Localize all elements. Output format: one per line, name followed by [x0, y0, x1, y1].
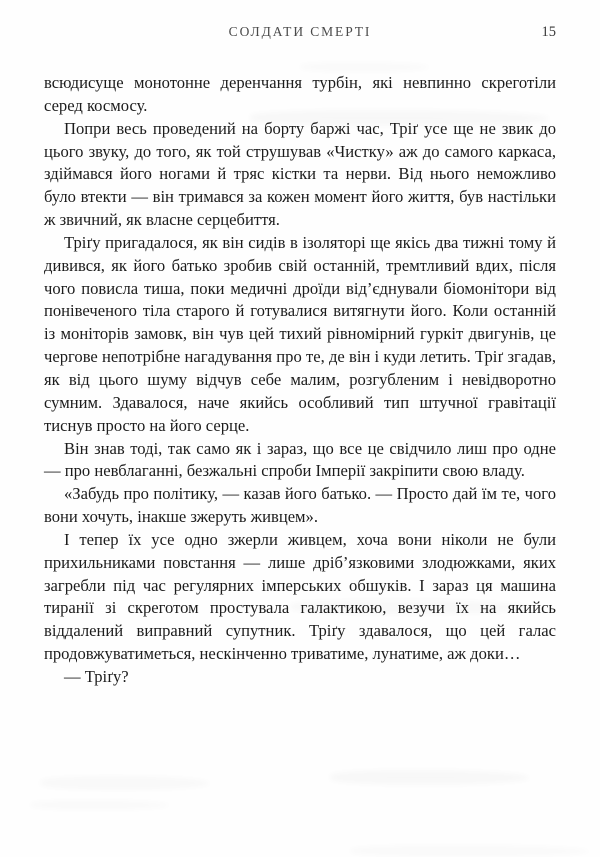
page-number: 15 — [541, 24, 556, 40]
scan-bleed-artifact — [350, 845, 590, 857]
paragraph: всюдисуще монотонне деренчання турбін, які невпинно скреготіли серед космосу. — [44, 73, 556, 115]
book-title-running-head: СОЛДАТИ СМЕРТІ — [228, 24, 372, 39]
paragraph: І тепер їх усе одно зжерли живцем, хоча вони ніколи не були прихильниками повстання — лише дріб’язковими злодюжками, яких загребли під час регулярних імперських обшуків. І зараз ця машина тиранії зі скреготом простувала галактикою, везучи їх на якийсь віддалений виправний супутник. Тріґу здавалося, що цей галас продовжуватиметься, нескінченно триватиме, лунатиме, аж доки… — [44, 529, 556, 664]
scan-bleed-artifact — [40, 776, 210, 790]
running-head — [44, 20, 556, 44]
scan-bleed-artifact — [300, 62, 430, 72]
paragraph: Тріґу пригадалося, як він сидів в ізоляторі ще якісь два тижні тому й дивився, як його батько зробив свій останній, тремтливий вдих, після чого повисла тиша, поки медичні дроїди від’єднували біомонітори від понівеченого тіла старого й готувалися витягнути його. Коли останній із моніторів замовк, він чув цей тихий рівномірний гуркіт двигунів, це чергове непотрібне нагадування про те, де він і куди летить. Тріґ згадав, як від цього шуму відчув себе малим, розгубленим і невідворотно сумним. Здавалося, наче якийсь особливий тип штучної гравітації тиснув просто на його серце. — [44, 232, 556, 435]
paragraph: Попри весь проведений на борту баржі час, Тріґ усе ще не звик до цього звуку, до того, як той струшував «Чистку» аж до самого каркаса, здіймався його ногами й тряс кістки та нерви. Від нього неможливо було втекти — він тримався за кожен момент його життя, був настільки ж звичний, як власне серцебиття. — [44, 118, 556, 230]
scan-bleed-artifact — [330, 770, 530, 785]
body-text — [44, 72, 556, 689]
paragraph: Він знав тоді, так само як і зараз, що все це свідчило лиш про одне — про невблаганні, безжальні спроби Імперії закріпити свою владу. — [44, 438, 556, 481]
scan-bleed-artifact — [30, 800, 170, 810]
paragraph-dialogue: — Тріґу? — [64, 666, 129, 686]
paragraph: «Забудь про політику, — казав його батько. — Просто дай їм те, чого вони хочуть, інакше зжеруть живцем». — [44, 484, 556, 527]
